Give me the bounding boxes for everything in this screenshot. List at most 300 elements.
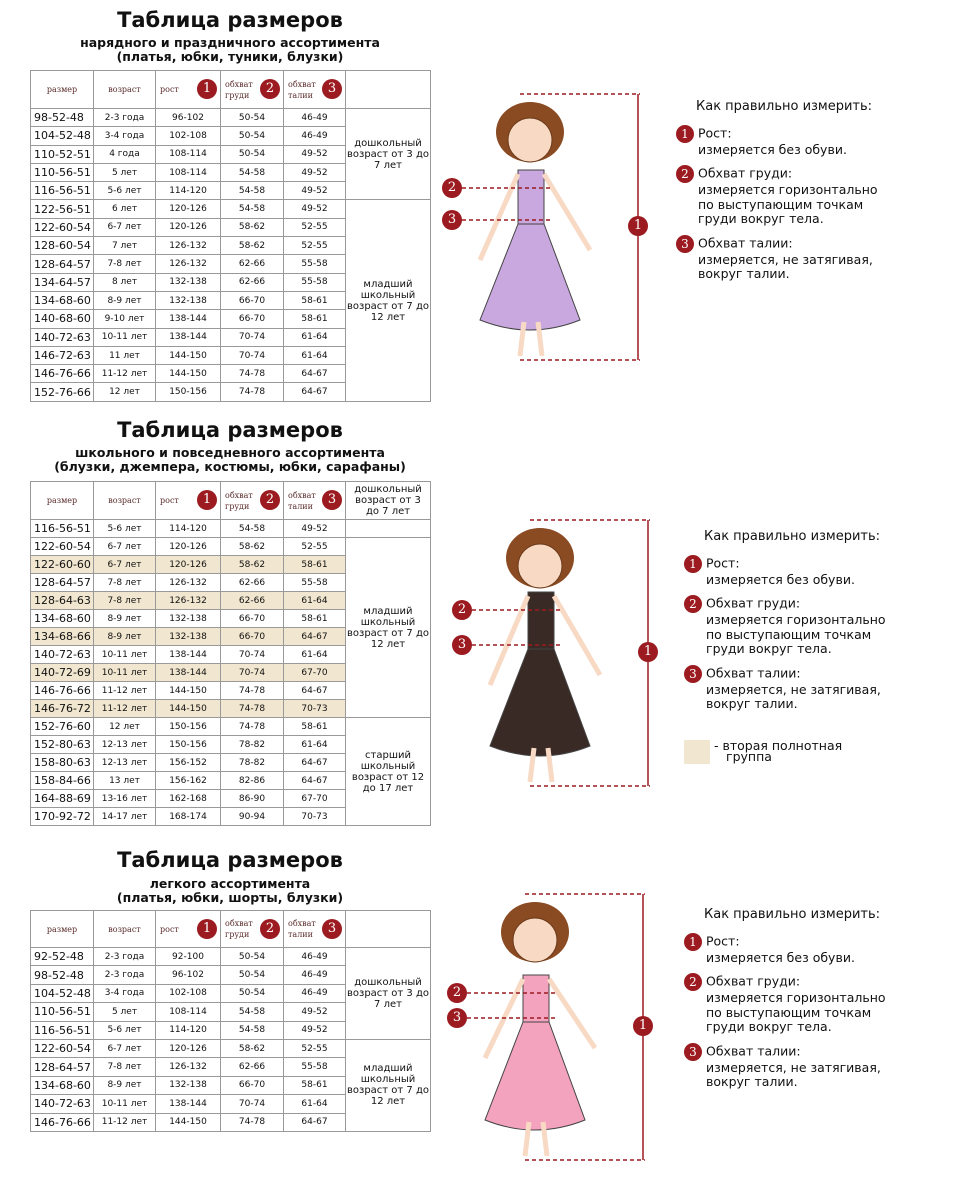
cell-chest: 62-66 [221,255,284,273]
cell-chest: 66-70 [221,628,284,646]
table-row [31,520,431,538]
cell-chest: 74-78 [221,365,284,383]
cell-size: 140-72-63 [31,1095,94,1113]
instruction-desc: измеряется, не затягивая, [706,681,881,697]
cell-chest: 58-62 [221,218,284,236]
cell-chest: 66-70 [221,610,284,628]
cell-waist: 58-61 [284,310,346,328]
cell-age: 5-6 лет [94,520,156,538]
cell-size: 128-64-57 [31,574,94,592]
instruction-item [676,235,878,282]
cell-height: 126-132 [156,1058,221,1076]
cell-waist: 61-64 [284,592,346,610]
number-badge-icon: 1 [638,642,658,662]
cell-age: 10-11 лет [94,646,156,664]
header-size [31,482,94,520]
cell-waist: 64-67 [284,1113,346,1131]
table-header-row [31,482,431,520]
cell-age: 2-3 года [94,948,156,966]
cell-chest: 50-54 [221,127,284,145]
cell-waist: 67-70 [284,790,346,808]
header-age [94,71,156,109]
cell-chest: 50-54 [221,109,284,127]
section-subtitle: нарядного и праздничного ассортимента [80,35,380,50]
header-waist [284,71,346,109]
cell-size: 146-72-63 [31,346,94,364]
number-badge-icon: 3 [322,490,342,510]
instruction-item [684,595,886,657]
cell-size: 152-80-63 [31,736,94,754]
cell-waist: 64-67 [284,754,346,772]
cell-size: 92-52-48 [31,948,94,966]
number-badge-icon: 1 [628,216,648,236]
size-table [30,910,431,1132]
section-title: Таблица размеров [117,848,343,872]
cell-chest: 70-74 [221,646,284,664]
cell-size: 128-64-63 [31,592,94,610]
cell-age: 8-9 лет [94,610,156,628]
cell-age: 6-7 лет [94,218,156,236]
cell-age: 5-6 лет [94,1021,156,1039]
number-badge-icon: 3 [676,235,694,253]
cell-size: 122-60-54 [31,1039,94,1057]
cell-waist: 64-67 [284,628,346,646]
cell-age: 12-13 лет [94,754,156,772]
cell-age: 5 лет [94,1003,156,1021]
header-chest [221,71,284,109]
number-badge-icon: 1 [676,125,694,143]
number-badge-icon: 2 [260,919,280,939]
number-badge-icon: 1 [684,933,702,951]
cell-height: 108-114 [156,163,221,181]
instruction-desc: измеряется горизонтально [706,990,886,1005]
legend-line: - вторая полнотная [714,738,843,753]
number-badge-icon: 2 [676,165,694,183]
instruction-item [684,933,886,966]
age-group-label: младший школьный возраст от 7 до 12 лет [346,1039,431,1131]
cell-waist: 61-64 [284,736,346,754]
cell-age: 10-11 лет [94,1095,156,1113]
instruction-title: Обхват груди: [706,595,801,611]
cell-height: 144-150 [156,346,221,364]
header-label: возраст [108,85,141,94]
age-group-header [346,71,431,109]
cell-age: 6-7 лет [94,538,156,556]
cell-size: 122-60-54 [31,218,94,236]
cell-age: 8-9 лет [94,1076,156,1094]
cell-age: 11-12 лет [94,1113,156,1131]
cell-size: 116-56-51 [31,1021,94,1039]
header-chest [221,482,284,520]
cell-size: 128-64-57 [31,1058,94,1076]
cell-size: 152-76-60 [31,718,94,736]
instruction-desc: измеряется, не затягивая, [706,1059,881,1075]
girl-figure-icon [490,528,600,782]
cell-age: 6-7 лет [94,1039,156,1057]
cell-chest: 50-54 [221,948,284,966]
instruction-desc: измеряется горизонтально [698,182,878,197]
cell-size: 134-68-60 [31,610,94,628]
cell-waist: 49-52 [284,520,346,538]
measurement-instructions [684,530,886,720]
cell-waist: 61-64 [284,646,346,664]
cell-height: 108-114 [156,145,221,163]
cell-waist: 64-67 [284,682,346,700]
instruction-desc: вокруг талии. [706,696,798,711]
header-waist [284,911,346,948]
number-badge-icon: 3 [447,1008,467,1028]
cell-age: 11-12 лет [94,700,156,718]
instruction-title: Рост: [698,125,732,140]
cell-height: 156-152 [156,754,221,772]
cell-age: 7 лет [94,237,156,255]
number-badge-icon: 2 [447,983,467,1003]
cell-age: 12 лет [94,718,156,736]
cell-size: 110-56-51 [31,163,94,181]
cell-waist: 46-49 [284,966,346,984]
instruction-title: Рост: [706,555,740,570]
cell-chest: 74-78 [221,718,284,736]
cell-waist: 49-52 [284,163,346,181]
cell-height: 132-138 [156,628,221,646]
age-group-label: младший школьный возраст от 7 до 12 лет [346,538,431,718]
cell-size: 146-76-66 [31,1113,94,1131]
cell-age: 6 лет [94,200,156,218]
instruction-title: Обхват груди: [698,165,793,181]
cell-chest: 74-78 [221,383,284,401]
cell-height: 138-144 [156,310,221,328]
cell-age: 5 лет [94,163,156,181]
measurement-instructions [684,908,886,1098]
cell-height: 96-102 [156,966,221,984]
cell-waist: 46-49 [284,984,346,1002]
cell-age: 6-7 лет [94,556,156,574]
cell-chest: 50-54 [221,984,284,1002]
number-badge-icon: 2 [260,490,280,510]
cell-waist: 55-58 [284,1058,346,1076]
age-group-label: старший школьный возраст от 12 до 17 лет [346,718,431,826]
header-label: размер [46,85,78,94]
number-badge-icon: 2 [684,973,702,991]
cell-size: 140-68-60 [31,310,94,328]
cell-height: 120-126 [156,218,221,236]
instruction-item [676,125,878,158]
instruction-desc: по выступающим точкам [706,1004,872,1020]
age-group-header [346,482,431,520]
cell-age: 13-16 лет [94,790,156,808]
cell-height: 144-150 [156,682,221,700]
table-header-row [31,911,431,948]
instruction-desc: вокруг талии. [698,266,790,281]
table-row [31,948,431,966]
number-badge-icon: 3 [452,635,472,655]
cell-age: 4 года [94,145,156,163]
instruction-desc: груди вокруг тела. [698,211,824,226]
table-row [31,718,431,736]
cell-size: 146-76-66 [31,365,94,383]
cell-size: 116-56-51 [31,182,94,200]
cell-size: 146-76-72 [31,700,94,718]
cell-chest: 70-74 [221,664,284,682]
cell-height: 114-120 [156,1021,221,1039]
cell-waist: 49-52 [284,145,346,163]
cell-waist: 58-61 [284,291,346,309]
cell-height: 126-132 [156,592,221,610]
cell-waist: 46-49 [284,127,346,145]
age-group-label: дошкольный возраст от 3 до 7 лет [354,484,422,517]
cell-height: 138-144 [156,646,221,664]
header-label: возраст [108,496,141,505]
header-label: размер [46,496,78,505]
header-height [156,71,221,109]
cell-size: 128-64-57 [31,255,94,273]
cell-age: 7-8 лет [94,255,156,273]
header-age [94,482,156,520]
number-badge-icon: 3 [684,1043,702,1061]
cell-height: 150-156 [156,718,221,736]
cell-waist: 55-58 [284,273,346,291]
cell-chest: 54-58 [221,520,284,538]
table-row [31,1039,431,1057]
cell-height: 96-102 [156,109,221,127]
header-height [156,911,221,948]
cell-size: 98-52-48 [31,966,94,984]
cell-waist: 64-67 [284,772,346,790]
cell-chest: 54-58 [221,1021,284,1039]
cell-size: 122-60-60 [31,556,94,574]
cell-size: 146-76-66 [31,682,94,700]
girl-figure-icon [485,902,595,1156]
header-label: обхват талии [288,490,316,511]
cell-height: 150-156 [156,383,221,401]
cell-size: 140-72-69 [31,664,94,682]
cell-chest: 86-90 [221,790,284,808]
header-label: рост [160,496,179,505]
cell-height: 138-144 [156,664,221,682]
number-badge-icon: 1 [197,490,217,510]
header-label: обхват талии [288,79,316,100]
instruction-item [684,555,886,588]
cell-age: 9-10 лет [94,310,156,328]
cell-height: 120-126 [156,556,221,574]
number-badge-icon: 3 [442,210,462,230]
cell-chest: 82-86 [221,772,284,790]
cell-waist: 70-73 [284,700,346,718]
cell-waist: 46-49 [284,109,346,127]
cell-chest: 70-74 [221,1095,284,1113]
section-subtitle: (платья, юбки, туники, блузки) [116,49,344,64]
cell-chest: 66-70 [221,291,284,309]
cell-waist: 49-52 [284,1003,346,1021]
header-label: обхват груди [225,919,253,939]
cell-waist: 49-52 [284,182,346,200]
cell-chest: 58-62 [221,538,284,556]
cell-size: 140-72-63 [31,328,94,346]
instruction-desc: груди вокруг тела. [706,1019,832,1034]
header-label: обхват талии [288,919,316,939]
cell-age: 11-12 лет [94,365,156,383]
cell-chest: 50-54 [221,966,284,984]
cell-age: 7-8 лет [94,574,156,592]
cell-waist: 58-61 [284,718,346,736]
number-badge-icon: 2 [260,79,280,99]
cell-size: 164-88-69 [31,790,94,808]
instruction-item [684,1043,886,1090]
cell-waist: 61-64 [284,1095,346,1113]
cell-waist: 55-58 [284,574,346,592]
cell-size: 110-56-51 [31,1003,94,1021]
cell-chest: 58-62 [221,237,284,255]
cell-chest: 62-66 [221,273,284,291]
cell-waist: 67-70 [284,664,346,682]
cell-chest: 70-74 [221,328,284,346]
cell-size: 134-68-60 [31,1076,94,1094]
cell-chest: 74-78 [221,682,284,700]
girl-illustration [445,892,665,1180]
cell-height: 132-138 [156,1076,221,1094]
cell-height: 144-150 [156,365,221,383]
header-height [156,482,221,520]
cell-waist: 64-67 [284,383,346,401]
cell-height: 126-132 [156,255,221,273]
cell-height: 132-138 [156,273,221,291]
header-age [94,911,156,948]
cell-height: 120-126 [156,200,221,218]
section-subtitle: (блузки, джемпера, костюмы, юбки, сарафаны) [54,459,406,474]
cell-height: 120-126 [156,538,221,556]
number-badge-icon: 1 [633,1016,653,1036]
cell-chest: 90-94 [221,808,284,826]
cell-chest: 66-70 [221,310,284,328]
cell-chest: 78-82 [221,754,284,772]
age-group-label: дошкольный возраст от 3 до 7 лет [346,948,431,1040]
age-group-label: дошкольный возраст от 3 до 7 лет [346,109,431,200]
cell-age: 8 лет [94,273,156,291]
number-badge-icon: 2 [452,600,472,620]
cell-size: 134-64-57 [31,273,94,291]
header-label: рост [160,85,179,94]
cell-waist: 52-55 [284,237,346,255]
number-badge-icon: 3 [322,79,342,99]
cell-age: 10-11 лет [94,328,156,346]
cell-waist: 70-73 [284,808,346,826]
cell-chest: 54-58 [221,1003,284,1021]
cell-height: 114-120 [156,520,221,538]
cell-chest: 50-54 [221,145,284,163]
cell-chest: 54-58 [221,200,284,218]
cell-waist: 55-58 [284,255,346,273]
girl-figure-icon [480,102,590,356]
cell-age: 11-12 лет [94,682,156,700]
cell-size: 134-68-60 [31,291,94,309]
cell-chest: 54-58 [221,182,284,200]
number-badge-icon: 3 [684,665,702,683]
header-waist [284,482,346,520]
cell-size: 152-76-66 [31,383,94,401]
cell-age: 2-3 года [94,966,156,984]
girl-illustration [440,92,660,380]
legend-line: группа [726,749,772,764]
cell-age: 12-13 лет [94,736,156,754]
cell-height: 102-108 [156,984,221,1002]
cell-chest: 78-82 [221,736,284,754]
cell-waist: 58-61 [284,610,346,628]
instruction-item [684,665,886,712]
cell-age: 2-3 года [94,109,156,127]
instruction-desc: измеряется горизонтально [706,612,886,627]
cell-height: 150-156 [156,736,221,754]
cell-age: 10-11 лет [94,664,156,682]
cell-size: 122-60-54 [31,538,94,556]
cell-height: 162-168 [156,790,221,808]
cell-age: 3-4 года [94,984,156,1002]
instruction-title: Рост: [706,933,740,948]
section-subtitle: (платья, юбки, шорты, блузки) [116,890,344,905]
cell-age: 11 лет [94,346,156,364]
header-label: обхват груди [225,490,253,511]
instruction-title: Обхват талии: [706,1043,801,1058]
age-group-cell [346,520,431,538]
cell-waist: 49-52 [284,200,346,218]
cell-size: 98-52-48 [31,109,94,127]
cell-age: 7-8 лет [94,592,156,610]
cell-chest: 54-58 [221,163,284,181]
size-table [30,70,431,402]
header-label: возраст [108,924,141,934]
cell-age: 12 лет [94,383,156,401]
cell-size: 128-60-54 [31,237,94,255]
cell-height: 144-150 [156,700,221,718]
size-table [30,481,431,826]
instruction-desc: измеряется без обуви. [698,141,847,157]
number-badge-icon: 1 [197,79,217,99]
cell-chest: 70-74 [221,346,284,364]
header-size [31,911,94,948]
cell-chest: 62-66 [221,592,284,610]
cell-size: 134-68-66 [31,628,94,646]
cell-age: 8-9 лет [94,291,156,309]
cell-waist: 61-64 [284,328,346,346]
cell-size: 104-52-48 [31,127,94,145]
cell-chest: 62-66 [221,574,284,592]
table-row [31,200,431,218]
girl-illustration [450,518,670,806]
legend-text [714,740,842,762]
header-size [31,71,94,109]
cell-size: 170-92-72 [31,808,94,826]
cell-height: 132-138 [156,610,221,628]
number-badge-icon: 3 [322,919,342,939]
instruction-title: Обхват талии: [698,235,793,250]
cell-size: 140-72-63 [31,646,94,664]
header-chest [221,911,284,948]
header-label: размер [46,924,78,934]
instructions-heading: Как правильно измерить: [704,529,881,544]
highlight-swatch [684,740,710,764]
cell-height: 114-120 [156,182,221,200]
cell-height: 144-150 [156,1113,221,1131]
cell-waist: 52-55 [284,1039,346,1057]
header-label: обхват груди [225,79,253,100]
table-row [31,538,431,556]
age-group-header [346,911,431,948]
cell-chest: 66-70 [221,1076,284,1094]
cell-waist: 61-64 [284,346,346,364]
instructions-heading: Как правильно измерить: [704,907,881,922]
instructions-heading: Как правильно измерить: [696,99,873,114]
instruction-desc: вокруг талии. [706,1074,798,1089]
instruction-desc: груди вокруг тела. [706,641,832,656]
